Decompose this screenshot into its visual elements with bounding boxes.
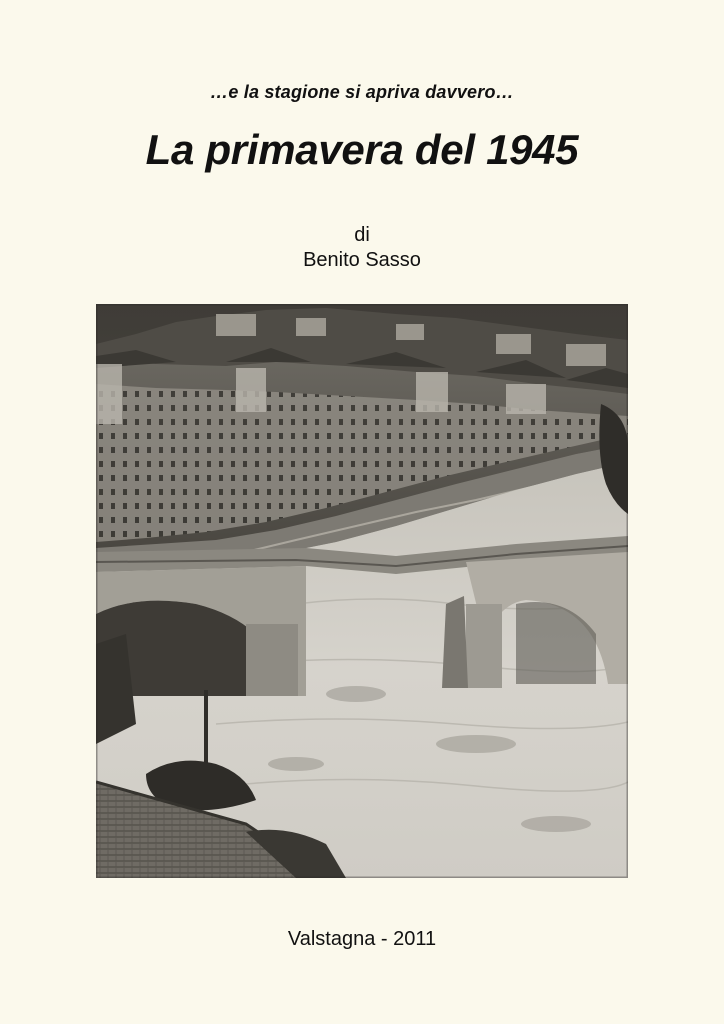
author-prefix: di — [354, 224, 370, 246]
historic-photo — [96, 304, 628, 878]
author-name: Benito Sasso — [303, 249, 421, 271]
cover-subtitle: …e la stagione si apriva davvero… — [210, 82, 514, 102]
cover-footer: Valstagna - 2011 — [287, 928, 437, 950]
cover-title: La primavera del 1945 — [145, 126, 579, 173]
